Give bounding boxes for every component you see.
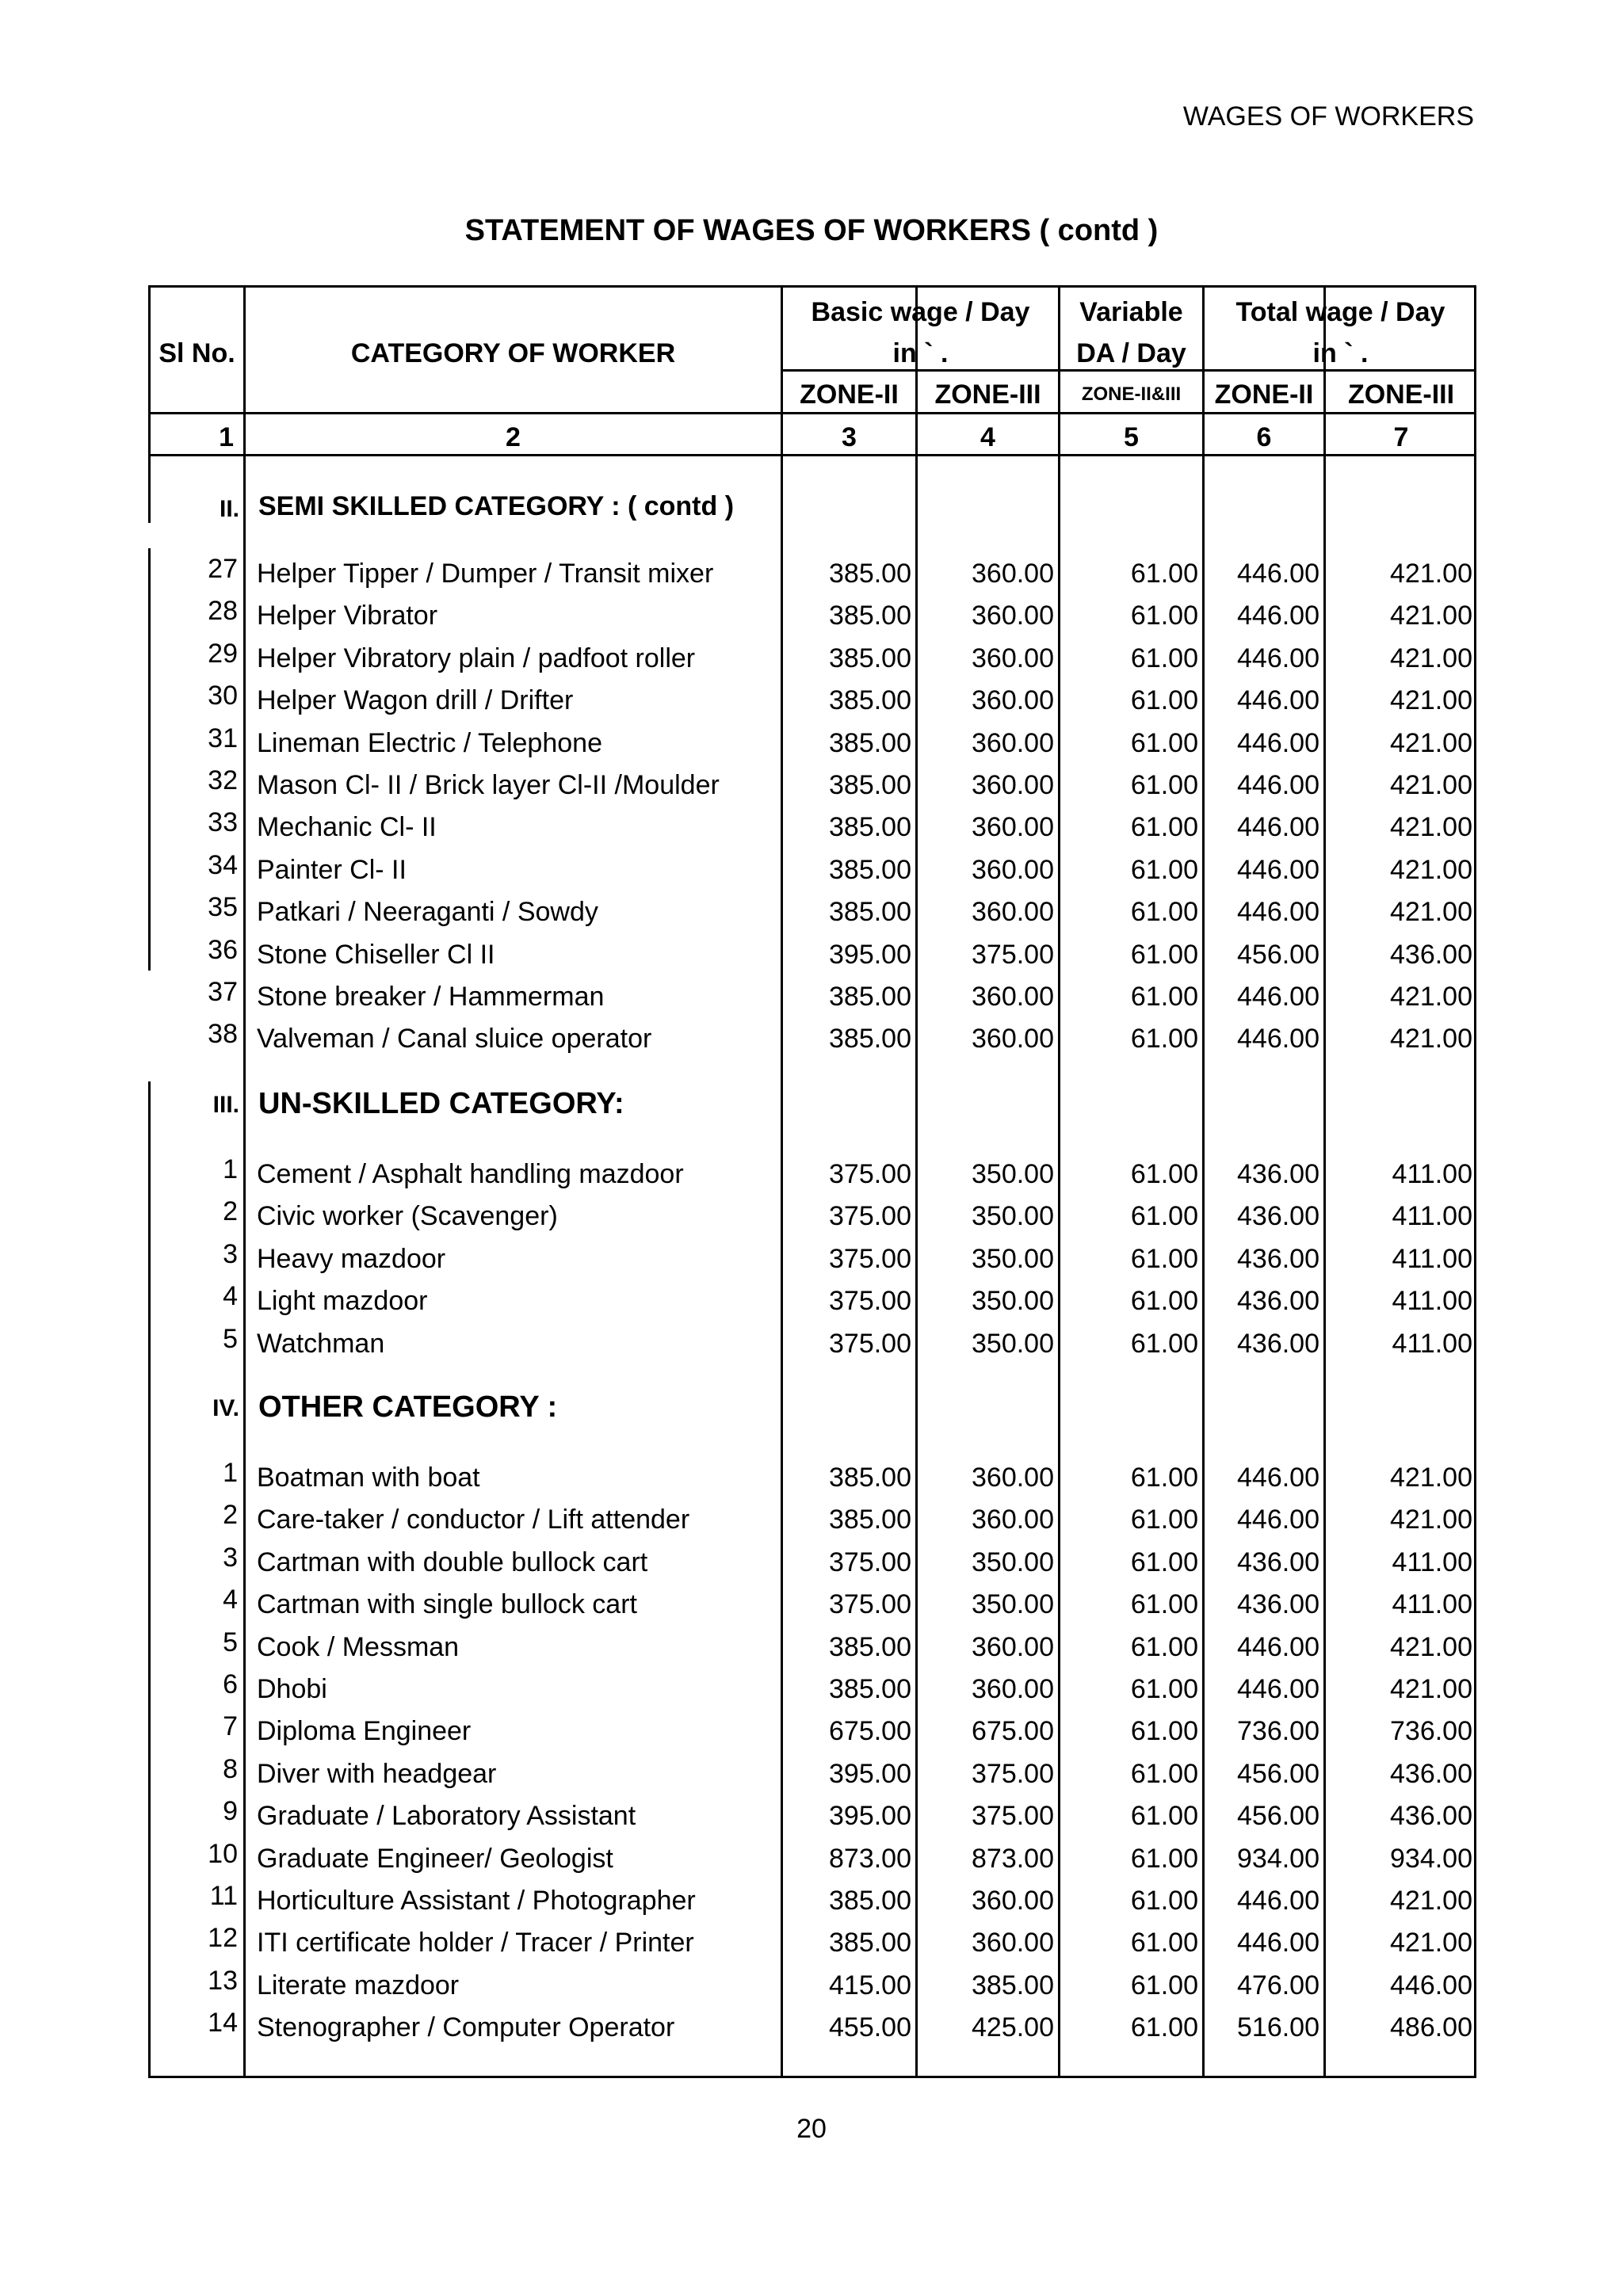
header-sl-no: Sl No. [158,338,235,368]
row-variable-da: 61.00 [1130,1286,1198,1316]
row-basic-zone-iii: 360.00 [972,897,1054,927]
section-title: OTHER CATEGORY : [258,1390,558,1424]
row-total-zone-ii: 446.00 [1237,728,1319,758]
col-number: 5 [1124,422,1139,452]
row-basic-zone-ii: 385.00 [829,855,911,885]
row-total-zone-iii: 421.00 [1390,1024,1472,1054]
row-total-zone-ii: 934.00 [1237,1844,1319,1874]
row-basic-zone-ii: 675.00 [829,1716,911,1746]
row-basic-zone-ii: 395.00 [829,940,911,970]
row-category: Mason Cl- II / Brick layer Cl-II /Moulder [257,770,720,800]
row-basic-zone-ii: 385.00 [829,897,911,927]
row-variable-da: 61.00 [1130,1329,1198,1359]
row-basic-zone-iii: 360.00 [972,1463,1054,1493]
section-number: IV. [212,1395,239,1421]
header-zone-iii: ZONE-III [934,379,1041,410]
row-total-zone-ii: 436.00 [1237,1286,1319,1316]
row-category: Graduate / Laboratory Assistant [257,1801,636,1831]
row-total-zone-ii: 436.00 [1237,1547,1319,1577]
row-variable-da: 61.00 [1130,1201,1198,1231]
row-sl-no: 34 [208,850,238,880]
page-title: STATEMENT OF WAGES OF WORKERS ( contd ) [464,214,1159,247]
row-category: Valveman / Canal sluice operator [257,1024,652,1054]
row-category: Civic worker (Scavenger) [257,1201,558,1231]
row-category: Helper Vibratory plain / padfoot roller [257,643,696,673]
col-number: 7 [1393,422,1409,452]
row-total-zone-ii: 436.00 [1237,1329,1319,1359]
row-total-zone-iii: 421.00 [1390,855,1472,885]
row-sl-no: 14 [208,2008,238,2038]
row-total-zone-iii: 421.00 [1390,1505,1472,1535]
row-basic-zone-ii: 375.00 [829,1159,911,1189]
row-category: Horticulture Assistant / Photographer [257,1886,696,1916]
row-total-zone-iii: 421.00 [1390,643,1472,673]
header-variable-da-unit: DA / Day [1076,338,1186,368]
page-number: 20 [796,2114,827,2144]
row-variable-da: 61.00 [1130,1463,1198,1493]
row-total-zone-iii: 421.00 [1390,897,1472,927]
row-total-zone-iii: 411.00 [1392,1329,1472,1359]
row-variable-da: 61.00 [1130,812,1198,842]
row-total-zone-iii: 421.00 [1390,1886,1472,1916]
row-sl-no: 32 [208,765,238,795]
row-category: Stone Chiseller Cl II [257,940,495,970]
col-number: 3 [842,422,857,452]
row-variable-da: 61.00 [1130,1886,1198,1916]
row-basic-zone-iii: 375.00 [972,940,1054,970]
row-total-zone-iii: 421.00 [1390,812,1472,842]
row-basic-zone-iii: 360.00 [972,1024,1054,1054]
row-category: Patkari / Neeraganti / Sowdy [257,897,598,927]
row-sl-no: 1 [223,1458,238,1488]
row-category: Helper Tipper / Dumper / Transit mixer [257,559,714,589]
row-basic-zone-iii: 425.00 [972,2012,1054,2042]
row-basic-zone-iii: 375.00 [972,1759,1054,1789]
row-basic-zone-iii: 350.00 [972,1589,1054,1619]
row-total-zone-iii: 421.00 [1390,1463,1472,1493]
row-basic-zone-ii: 385.00 [829,1886,911,1916]
row-category: Literate mazdoor [257,1970,460,2000]
row-total-zone-ii: 446.00 [1237,897,1319,927]
row-basic-zone-ii: 375.00 [829,1244,911,1274]
row-basic-zone-iii: 360.00 [972,1632,1054,1662]
header-total-wage: Total wage / Day [1235,297,1445,327]
row-basic-zone-iii: 350.00 [972,1329,1054,1359]
header-rule [148,454,1476,456]
row-total-zone-iii: 421.00 [1390,1674,1472,1704]
header-total-wage-unit: in ` . [1312,338,1369,368]
row-basic-zone-ii: 385.00 [829,1463,911,1493]
row-basic-zone-iii: 350.00 [972,1244,1054,1274]
row-category: Care-taker / conductor / Lift attender [257,1505,690,1535]
row-total-zone-ii: 446.00 [1237,1024,1319,1054]
row-variable-da: 61.00 [1130,1674,1198,1704]
row-total-zone-ii: 446.00 [1237,812,1319,842]
row-category: Helper Wagon drill / Drifter [257,685,574,715]
row-variable-da: 61.00 [1130,1547,1198,1577]
row-basic-zone-ii: 415.00 [829,1970,911,2000]
col-number: 1 [219,422,234,452]
row-variable-da: 61.00 [1130,643,1198,673]
row-basic-zone-ii: 385.00 [829,1632,911,1662]
header-zone-ii: ZONE-II [800,379,899,410]
border-gap [147,523,152,548]
col-number: 4 [980,422,995,452]
row-basic-zone-iii: 350.00 [972,1547,1054,1577]
col-number: 2 [506,422,521,452]
row-variable-da: 61.00 [1130,855,1198,885]
row-total-zone-ii: 436.00 [1237,1201,1319,1231]
row-basic-zone-iii: 360.00 [972,559,1054,589]
section-number: II. [219,496,239,522]
row-category: Painter Cl- II [257,855,407,885]
row-variable-da: 61.00 [1130,685,1198,715]
row-basic-zone-ii: 395.00 [829,1801,911,1831]
row-category: Watchman [257,1329,385,1359]
row-basic-zone-iii: 360.00 [972,812,1054,842]
row-total-zone-ii: 446.00 [1237,601,1319,631]
row-basic-zone-ii: 455.00 [829,2012,911,2042]
row-basic-zone-iii: 350.00 [972,1159,1054,1189]
row-sl-no: 33 [208,807,238,837]
row-total-zone-iii: 486.00 [1390,2012,1472,2042]
row-total-zone-ii: 436.00 [1237,1589,1319,1619]
row-variable-da: 61.00 [1130,1505,1198,1535]
row-category: Lineman Electric / Telephone [257,728,602,758]
row-category: Cook / Messman [257,1632,460,1662]
row-basic-zone-ii: 395.00 [829,1759,911,1789]
row-total-zone-iii: 436.00 [1390,940,1472,970]
row-variable-da: 61.00 [1130,1159,1198,1189]
row-total-zone-ii: 436.00 [1237,1244,1319,1274]
row-category: Stone breaker / Hammerman [257,982,605,1012]
row-basic-zone-ii: 375.00 [829,1329,911,1359]
col-divider [915,285,918,2078]
row-total-zone-ii: 446.00 [1237,1674,1319,1704]
row-total-zone-iii: 436.00 [1390,1759,1472,1789]
row-sl-no: 5 [223,1627,238,1657]
row-basic-zone-iii: 360.00 [972,728,1054,758]
row-category: Cartman with single bullock cart [257,1589,637,1619]
col-divider [1323,285,1326,2078]
row-category: Cartman with double bullock cart [257,1547,648,1577]
row-basic-zone-ii: 375.00 [829,1589,911,1619]
row-total-zone-ii: 446.00 [1237,559,1319,589]
section-title: UN-SKILLED CATEGORY: [258,1087,624,1120]
row-basic-zone-ii: 385.00 [829,601,911,631]
row-sl-no: 7 [223,1711,238,1741]
row-variable-da: 61.00 [1130,770,1198,800]
row-total-zone-ii: 456.00 [1237,1759,1319,1789]
row-sl-no: 38 [208,1019,238,1049]
row-variable-da: 61.00 [1130,1759,1198,1789]
row-category: Light mazdoor [257,1286,428,1316]
row-total-zone-iii: 411.00 [1392,1159,1472,1189]
row-category: Boatman with boat [257,1463,480,1493]
row-basic-zone-ii: 385.00 [829,685,911,715]
row-basic-zone-iii: 873.00 [972,1844,1054,1874]
header-rule [148,412,1476,414]
row-total-zone-ii: 446.00 [1237,770,1319,800]
row-sl-no: 4 [223,1281,238,1311]
row-sl-no: 5 [223,1324,238,1354]
row-variable-da: 61.00 [1130,601,1198,631]
row-variable-da: 61.00 [1130,897,1198,927]
row-category: Dhobi [257,1674,327,1704]
row-sl-no: 2 [223,1196,238,1226]
row-total-zone-iii: 421.00 [1390,770,1472,800]
row-basic-zone-iii: 675.00 [972,1716,1054,1746]
row-variable-da: 61.00 [1130,1801,1198,1831]
row-variable-da: 61.00 [1130,1244,1198,1274]
header-zone-ii-iii: ZONE-II&III [1081,383,1182,405]
row-total-zone-iii: 436.00 [1390,1801,1472,1831]
row-total-zone-ii: 446.00 [1237,643,1319,673]
row-sl-no: 35 [208,892,238,922]
row-sl-no: 30 [208,681,238,711]
row-total-zone-ii: 446.00 [1237,1928,1319,1958]
row-total-zone-iii: 411.00 [1392,1547,1472,1577]
row-sl-no: 3 [223,1543,238,1573]
row-basic-zone-iii: 360.00 [972,1674,1054,1704]
row-variable-da: 61.00 [1130,1716,1198,1746]
col-divider [243,285,246,2078]
row-total-zone-ii: 516.00 [1237,2012,1319,2042]
section-title: SEMI SKILLED CATEGORY : ( contd ) [258,491,735,521]
row-basic-zone-iii: 360.00 [972,1928,1054,1958]
row-basic-zone-ii: 375.00 [829,1201,911,1231]
row-variable-da: 61.00 [1130,1024,1198,1054]
row-total-zone-iii: 421.00 [1390,601,1472,631]
header-basic-wage-unit: in ` . [892,338,949,368]
row-sl-no: 12 [208,1923,238,1953]
row-variable-da: 61.00 [1130,1632,1198,1662]
row-total-zone-ii: 456.00 [1237,940,1319,970]
row-total-zone-iii: 411.00 [1392,1589,1472,1619]
row-sl-no: 27 [208,554,238,584]
row-basic-zone-ii: 873.00 [829,1844,911,1874]
row-basic-zone-ii: 385.00 [829,728,911,758]
row-total-zone-ii: 446.00 [1237,1632,1319,1662]
row-total-zone-ii: 736.00 [1237,1716,1319,1746]
row-basic-zone-iii: 360.00 [972,982,1054,1012]
row-basic-zone-ii: 385.00 [829,1505,911,1535]
row-sl-no: 31 [208,723,238,753]
row-variable-da: 61.00 [1130,1970,1198,2000]
row-basic-zone-ii: 375.00 [829,1547,911,1577]
row-category: Mechanic Cl- II [257,812,437,842]
row-category: Stenographer / Computer Operator [257,2012,675,2042]
row-total-zone-iii: 736.00 [1390,1716,1472,1746]
row-basic-zone-iii: 360.00 [972,1505,1054,1535]
row-total-zone-iii: 421.00 [1390,685,1472,715]
col-number: 6 [1256,422,1272,452]
row-variable-da: 61.00 [1130,2012,1198,2042]
row-variable-da: 61.00 [1130,1928,1198,1958]
row-sl-no: 29 [208,639,238,669]
row-sl-no: 3 [223,1239,238,1269]
row-basic-zone-iii: 375.00 [972,1801,1054,1831]
row-basic-zone-iii: 360.00 [972,855,1054,885]
header-variable-da: Variable [1079,297,1183,327]
row-basic-zone-ii: 385.00 [829,1024,911,1054]
row-sl-no: 11 [209,1881,238,1911]
row-total-zone-ii: 436.00 [1237,1159,1319,1189]
row-category: Diploma Engineer [257,1716,472,1746]
row-category: Cement / Asphalt handling mazdoor [257,1159,684,1189]
row-variable-da: 61.00 [1130,982,1198,1012]
row-sl-no: 10 [208,1839,238,1869]
row-basic-zone-iii: 360.00 [972,601,1054,631]
row-total-zone-ii: 446.00 [1237,1463,1319,1493]
row-basic-zone-ii: 385.00 [829,770,911,800]
row-sl-no: 2 [223,1500,238,1530]
row-basic-zone-ii: 375.00 [829,1286,911,1316]
row-total-zone-iii: 411.00 [1392,1201,1472,1231]
row-variable-da: 61.00 [1130,940,1198,970]
row-basic-zone-iii: 385.00 [972,1970,1054,2000]
row-basic-zone-ii: 385.00 [829,559,911,589]
row-total-zone-ii: 446.00 [1237,855,1319,885]
row-basic-zone-ii: 385.00 [829,1928,911,1958]
row-total-zone-iii: 421.00 [1390,982,1472,1012]
row-basic-zone-ii: 385.00 [829,1674,911,1704]
row-sl-no: 36 [208,935,238,965]
row-basic-zone-iii: 360.00 [972,770,1054,800]
row-sl-no: 1 [223,1154,238,1184]
row-total-zone-iii: 411.00 [1392,1286,1472,1316]
row-total-zone-iii: 421.00 [1390,559,1472,589]
running-header: WAGES OF WORKERS [1182,101,1474,132]
row-total-zone-iii: 446.00 [1390,1970,1472,2000]
row-category: Graduate Engineer/ Geologist [257,1844,613,1874]
row-variable-da: 61.00 [1130,559,1198,589]
header-zone-ii-total: ZONE-II [1214,379,1314,410]
row-sl-no: 9 [223,1796,238,1826]
header-basic-wage: Basic wage / Day [811,297,1030,327]
row-total-zone-ii: 446.00 [1237,1505,1319,1535]
row-variable-da: 61.00 [1130,1844,1198,1874]
row-total-zone-iii: 421.00 [1390,1632,1472,1662]
row-basic-zone-ii: 385.00 [829,982,911,1012]
row-total-zone-ii: 456.00 [1237,1801,1319,1831]
row-total-zone-iii: 934.00 [1390,1844,1472,1874]
row-category: Heavy mazdoor [257,1244,446,1274]
row-total-zone-iii: 421.00 [1390,1928,1472,1958]
row-total-zone-ii: 446.00 [1237,982,1319,1012]
row-category: Helper Vibrator [257,601,438,631]
section-number: III. [212,1092,239,1118]
row-total-zone-iii: 411.00 [1392,1244,1472,1274]
row-basic-zone-iii: 360.00 [972,643,1054,673]
row-basic-zone-ii: 385.00 [829,812,911,842]
row-sl-no: 13 [208,1966,238,1996]
row-total-zone-ii: 446.00 [1237,685,1319,715]
row-sl-no: 37 [208,977,238,1007]
row-total-zone-iii: 421.00 [1390,728,1472,758]
header-zone-iii-total: ZONE-III [1347,379,1455,410]
row-variable-da: 61.00 [1130,1589,1198,1619]
row-total-zone-ii: 476.00 [1237,1970,1319,2000]
row-sl-no: 8 [223,1754,238,1784]
header-category: CATEGORY OF WORKER [350,338,676,368]
row-basic-zone-iii: 360.00 [972,685,1054,715]
row-sl-no: 28 [208,596,238,626]
row-basic-zone-iii: 360.00 [972,1886,1054,1916]
header-rule [781,369,1476,372]
col-divider [1058,285,1060,2078]
row-basic-zone-iii: 350.00 [972,1201,1054,1231]
row-sl-no: 6 [223,1669,238,1699]
row-basic-zone-iii: 350.00 [972,1286,1054,1316]
row-total-zone-ii: 446.00 [1237,1886,1319,1916]
row-category: ITI certificate holder / Tracer / Printer [257,1928,694,1958]
row-sl-no: 4 [223,1585,238,1615]
row-basic-zone-ii: 385.00 [829,643,911,673]
row-category: Diver with headgear [257,1759,497,1789]
row-variable-da: 61.00 [1130,728,1198,758]
